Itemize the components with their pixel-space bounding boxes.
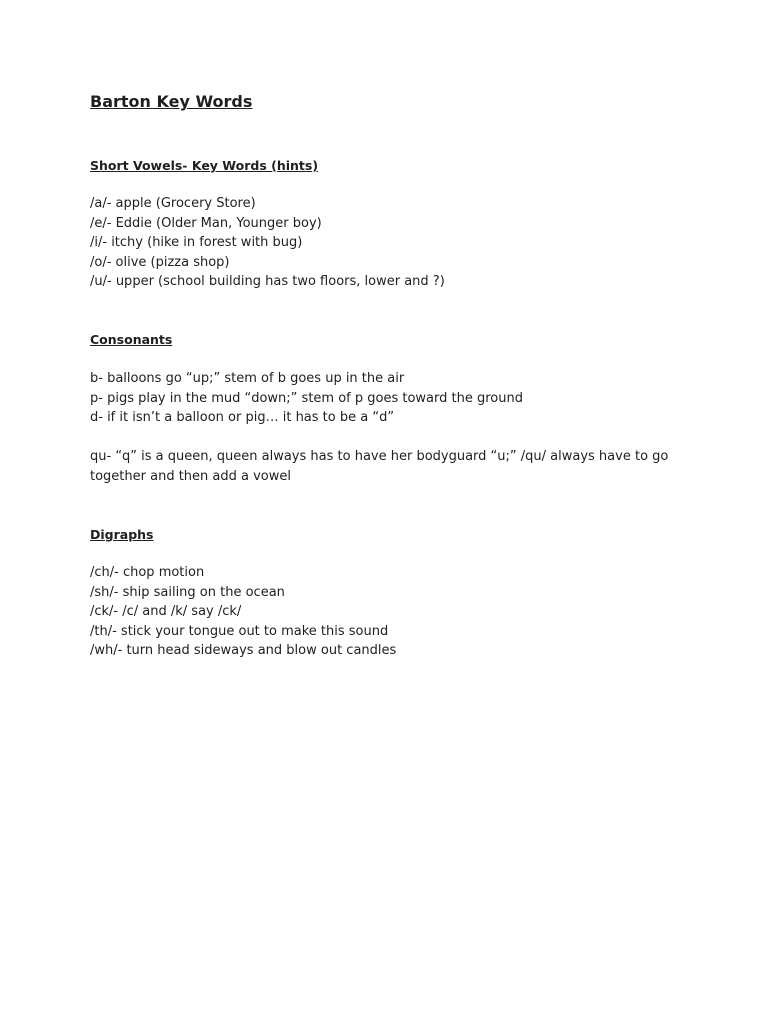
digraphs-heading: Digraphs	[90, 527, 154, 542]
list-item: /wh/- turn head sideways and blow out candles	[90, 643, 397, 658]
list-item: d- if it isn’t a balloon or pig… it has to be a “d”	[90, 410, 395, 425]
list-item: /ck/- /c/ and /k/ say /ck/	[90, 604, 242, 619]
list-item: /e/- Eddie (Older Man, Younger boy)	[90, 215, 322, 231]
consonants-heading: Consonants	[90, 332, 173, 347]
qu-note: qu- “q” is a queen, queen always has to have her bodyguard “u;” /qu/ always have to go together and then add a vowel	[90, 449, 669, 484]
list-item: /th/- stick your tongue out to make this sound	[90, 623, 389, 639]
list-item: /a/- apple (Grocery Store)	[90, 196, 256, 211]
list-item: b- balloons go “up;” stem of b goes up in the air	[90, 371, 405, 386]
short-vowels-list	[90, 194, 445, 292]
list-item: /u/- upper (school building has two floors, lower and ?)	[90, 274, 445, 289]
list-item: /ch/- chop motion	[90, 565, 205, 580]
consonants-list	[90, 369, 523, 428]
document-title: Barton Key Words	[90, 92, 253, 111]
list-item: p- pigs play in the mud “down;” stem of p goes toward the ground	[90, 390, 523, 406]
list-item: /sh/- ship sailing on the ocean	[90, 584, 285, 600]
list-item: /o/- olive (pizza shop)	[90, 254, 230, 270]
list-item: /i/- itchy (hike in forest with bug)	[90, 235, 303, 250]
digraphs-list	[90, 563, 396, 661]
short-vowels-heading: Short Vowels- Key Words (hints)	[90, 158, 319, 173]
